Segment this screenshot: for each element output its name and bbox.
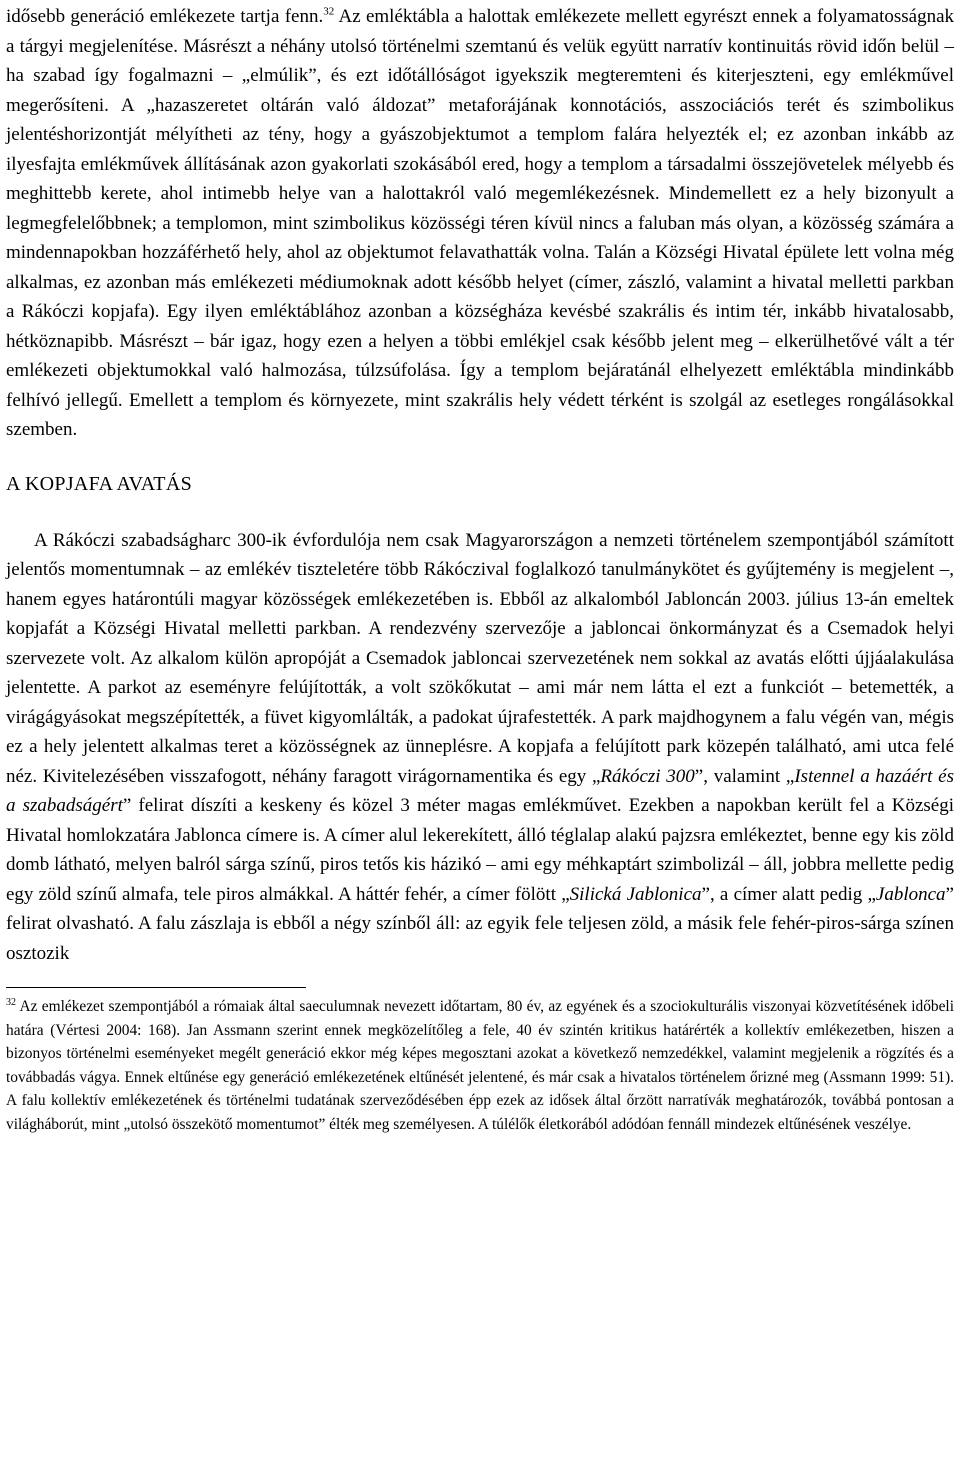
footnote-text: Az emlékezet szempontjából a rómaiak által saeculumnak nevezett időtartam, 80 év, az egyének és a szociokulturális viszonyai közvetítésének időbeli határa (Vértesi 2004: 168). Jan Assmann szerint ennek megközelítőleg a fele, 40 év szintén kritikus határérték a kollektív emlékezetben, hiszen a bizonyos történelmi eseményeket megélt generáció ekkor még képes megosztani azokat a következő nemzedékkel, valamint megjelenik a rögzítés és a továbbadás vágya. Ennek eltűnése egy generáció emlékezetének eltűnését jelentené, és már csak a hivatalos történelem őrizné meg (Assmann 1999: 51). A falu kollektív emlékezetének és történelmi tudatának szerveződésében épp ezek az idősek által őrzött narratívák meghatározók, továbbá pontosan a világháborút, mint „utolsó összekötő momentumot” élték meg személyesen. A túlélők életkorából adódóan fennáll mindezek eltűnésének veszélye. (6, 998, 954, 1133)
footnote-reference[interactable]: 32 (323, 5, 335, 18)
paragraph-text: Az emléktábla a halottak emlékezete mellett egyrészt ennek a folyamatosságnak a tárgyi megjelenítése. Másrészt a néhány utolsó történelmi szemtanú és velük együtt narratív kontinuitás rövid időn belül – ha szabad így fogalmazni – „elmúlik”, és ezt időtállóságot igyekszik megteremteni és kiterjeszteni, egy emlékművel megerősíteni. A „hazaszeretet oltárán való áldozat” metaforájának konnotációs, asszociációs terét és szimbolikus jelentéshorizontját mélyítheti az tény, hogy a gyászobjektumot a templom falára helyezték el; ez azonban inkább az ilyesfajta emlékművek állításának azon gyakorlati szokásából ered, hogy a templom a társadalmi összejövetelek mélyebb és meghittebb kerete, ahol intimebb helye van a halottakról való megemlékezésnek. Mindemellett ez a hely bizonyult a legmegfelelőbbnek; a templomon, mint szimbolikus közösségi téren kívül nincs a faluban más olyan, a közösség számára a mindennapokban hozzáférhető hely, ahol az objektumot felavathatták volna. Talán a Községi Hivatal épülete lett volna még alkalmas, ez azonban más emlékezeti médiumoknak adott később helyet (címer, zászló, valamint a hivatal melletti parkban a Rákóczi kopjafa). Egy ilyen emléktáblához azonban a községháza kevésbé szakrális és intim tér, inkább hivatalosabb, hétköznapibb. Másrészt – bár igaz, hogy ezen a helyen a többi emlékjel csak később jelent meg – elkerülhetővé vált a tér emlékezeti objektumokkal való halmozása, túlzsúfolása. Így a templom bejáratánál elhelyezett emléktábla mindinkább felhívó jellegű. Emellett a templom és környezete, mint szakrális hely védett térként is szolgál az esetleges rongálásokkal szemben. (6, 6, 955, 440)
italic-inscription: Istennel a hazáért és a szabadságért (6, 765, 954, 816)
italic-inscription: Silická Jablonica (569, 883, 702, 905)
paragraph-text: ”, valamint „ (694, 765, 795, 787)
paragraph-text: ”, a címer alatt pedig „ (701, 883, 876, 905)
paragraph-text: idősebb generáció emlékezete tartja fenn. (6, 6, 324, 27)
italic-inscription: Jablonca (875, 883, 946, 905)
footnote-number: 32 (6, 996, 16, 1008)
section-heading: A KOPJAFA AVATÁS (6, 472, 192, 495)
italic-inscription: Rákóczi 300 (600, 765, 695, 787)
paragraph-kopjafa (6, 526, 954, 969)
paragraph-text: ” felirat díszíti a keskeny és közel 3 méter magas emlékművet. Ezekben a napokban került fel a Községi Hivatal homlokzatára Jablonca címere is. A címer alul lekerekített, álló téglalap alakú pajzsra emlékeztet, benne egy kis zöld domb látható, melyen balról sárga színű, piros tetős kis házikó – ami egy méhkaptárt szimbolizál – áll, jobbra mellette pedig egy zöld színű almafa, tele piros almákkal. A háttér fehér, a címer fölött „ (6, 795, 955, 905)
paragraph-text: ” felirat olvasható. A falu zászlaja is ebből a négy színből áll: az egyik fele teljesen zöld, a másik fele fehér-piros-sárga színen osztozik (6, 883, 954, 964)
paragraph-continuation (6, 2, 954, 445)
footnote-divider (6, 987, 306, 988)
footnote (6, 995, 954, 1137)
paragraph-text: A Rákóczi szabadságharc 300-ik évfordulója nem csak Magyarországon a nemzeti történelem szempontjából számított jelentős momentumnak – az emlékév tiszteletére több Rákóczival foglalkozó tanulmánykötet és gyűjtemény is megjelent –, hanem egyes határontúli magyar közösségek emlékezetében is. Ebből az alkalomból Jabloncán 2003. július 13-án emeltek kopjafát a Községi Hivatal melletti parkban. A rendezvény szervezője a jabloncai önkormányzat és a Csemadok helyi szervezete volt. Az alkalom külön apropóját a Csemadok jabloncai szervezetének nem sokkal az avatás előtti újjáalakulása jelentette. A parkot az eseményre felújították, a volt szökőkutat – ami már nem látta el ezt a funkciót – betemették, a virágágyásokat megszépítették, a füvet kigyomlálták, a padokat újrafestették. A park majdhogynem a falu végén van, mégis ez a hely jelentett alkalmas teret a közösségnek az ünneplésre. A kopjafa a felújított park közepén található, ami utca felé néz. Kivitelezésében visszafogott, néhány faragott virágornamentika és egy „ (6, 529, 954, 787)
